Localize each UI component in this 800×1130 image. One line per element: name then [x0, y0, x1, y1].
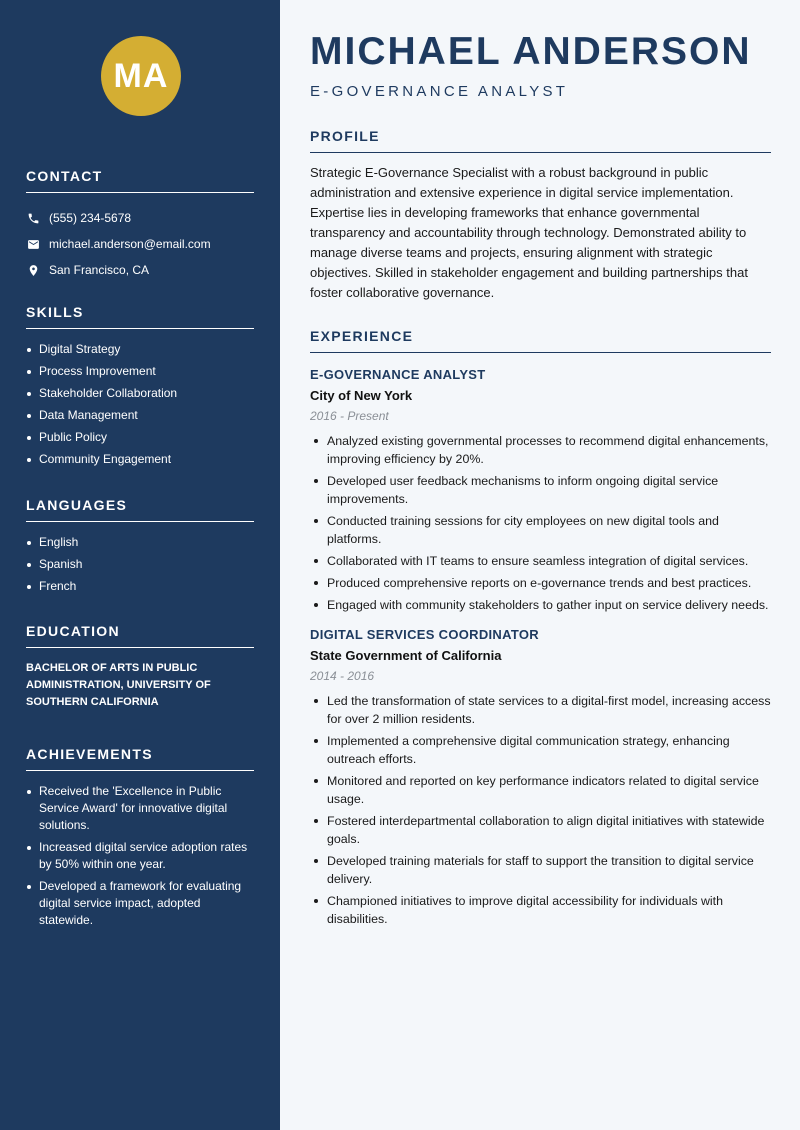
job-bullet: Collaborated with IT teams to ensure seamless integration of digital services. [310, 552, 771, 570]
job-company: City of New York [310, 388, 413, 403]
job-bullet: Implemented a comprehensive digital communication strategy, enhancing outreach efforts. [310, 732, 771, 768]
job-title: DIGITAL SERVICES COORDINATOR [310, 627, 539, 642]
job-bullet: Monitored and reported on key performance indicators related to digital service usage. [310, 772, 771, 808]
sidebar [0, 0, 280, 1130]
language-item: French [26, 578, 254, 595]
job-bullet: Produced comprehensive reports on e-governance trends and best practices. [310, 574, 771, 592]
skill-item: Data Management [26, 407, 254, 424]
job-bullet: Engaged with community stakeholders to gather input on service delivery needs. [310, 596, 771, 614]
job-entry [310, 627, 771, 928]
languages-section [26, 497, 254, 600]
phone-icon [26, 211, 40, 225]
experience-section [310, 328, 771, 932]
contact-location [26, 257, 254, 283]
job-bullet: Conducted training sessions for city employees on new digital tools and platforms. [310, 512, 771, 548]
job-company: State Government of California [310, 648, 502, 663]
job-bullet: Led the transformation of state services to a digital-first model, increasing access for over 2 million residents. [310, 692, 771, 728]
achievement-item: Increased digital service adoption rates by 50% within one year. [26, 839, 254, 873]
contact-email-text: michael.anderson@email.com [49, 237, 211, 251]
achievement-item: Developed a framework for evaluating digital service impact, adopted statewide. [26, 878, 254, 929]
education-section [26, 623, 254, 711]
contact-phone-text: (555) 234-5678 [49, 211, 132, 225]
skill-item: Digital Strategy [26, 341, 254, 358]
contact-heading: CONTACT [26, 168, 254, 193]
job-bullets [310, 692, 771, 928]
skills-section [26, 304, 254, 473]
skill-item: Process Improvement [26, 363, 254, 380]
skill-item: Public Policy [26, 429, 254, 446]
skill-item: Community Engagement [26, 451, 254, 468]
profile-text: Strategic E-Governance Specialist with a robust background in public administration and extensive experience in digital service implementation. Expertise lies in developing frameworks that enhance governmental transparency and accountability through technology. Demonstrated ability to manage diverse teams and projects, ensuring alignment with strategic objectives. Skilled in stakeholder engagement and building partnerships that foster collaborative governance. [310, 165, 748, 300]
achievements-heading: ACHIEVEMENTS [26, 746, 254, 771]
email-icon [26, 237, 40, 251]
skills-list [26, 341, 254, 468]
language-item: Spanish [26, 556, 254, 573]
contact-email[interactable] [26, 231, 254, 257]
job-dates: 2016 - Present [310, 409, 389, 423]
profile-heading: PROFILE [310, 128, 771, 153]
contact-section [26, 168, 254, 283]
achievements-section [26, 746, 254, 934]
job-title: E-GOVERNANCE ANALYST [310, 367, 486, 382]
education-degree: BACHELOR OF ARTS IN PUBLIC ADMINISTRATION, UNIVERSITY OF SOUTHERN CALIFORNIA [26, 662, 211, 708]
language-item: English [26, 534, 254, 551]
job-bullet: Developed user feedback mechanisms to inform ongoing digital service improvements. [310, 472, 771, 508]
job-entry [310, 367, 771, 614]
job-bullet: Analyzed existing governmental processes to recommend digital enhancements, improving efficiency by 20%. [310, 432, 771, 468]
contact-phone[interactable] [26, 205, 254, 231]
job-bullet: Developed training materials for staff to support the transition to digital service delivery. [310, 852, 771, 888]
location-pin-icon [26, 263, 40, 277]
education-heading: EDUCATION [26, 623, 254, 648]
skill-item: Stakeholder Collaboration [26, 385, 254, 402]
achievements-list [26, 783, 254, 929]
languages-list [26, 534, 254, 595]
contact-list [26, 205, 254, 283]
profile-section [310, 128, 771, 303]
avatar: MA [101, 36, 181, 116]
achievement-item: Received the 'Excellence in Public Service Award' for innovative digital solutions. [26, 783, 254, 834]
person-name: MICHAEL ANDERSON [310, 30, 752, 73]
job-dates: 2014 - 2016 [310, 669, 375, 683]
languages-heading: LANGUAGES [26, 497, 254, 522]
contact-location-text: San Francisco, CA [49, 263, 150, 277]
job-bullet: Championed initiatives to improve digital accessibility for individuals with disabilities. [310, 892, 771, 928]
experience-heading: EXPERIENCE [310, 328, 771, 353]
job-bullet: Fostered interdepartmental collaboration to align digital initiatives with statewide goals. [310, 812, 771, 848]
skills-heading: SKILLS [26, 304, 254, 329]
job-role: E-GOVERNANCE ANALYST [310, 83, 569, 100]
job-bullets [310, 432, 771, 614]
